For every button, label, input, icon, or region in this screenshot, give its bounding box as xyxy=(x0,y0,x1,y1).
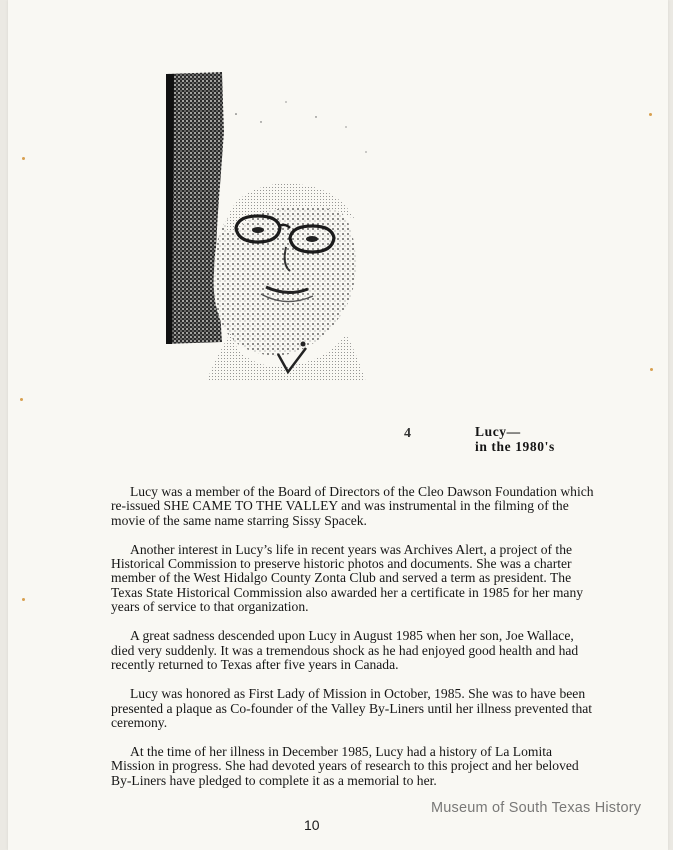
body-text xyxy=(111,485,597,803)
paragraph: At the time of her illness in December 1985, Lucy had a history of La Lomita Mission in progress. She had devoted years of research to this project and her beloved By-Liners have pledged to complete it as a memorial to her. xyxy=(111,744,579,788)
paragraph: Another interest in Lucy’s life in recent years was Archives Alert, a project of the Historical Commission to preserve historic photos and documents. She was a charter member of the West Hidalgo County Zonta Club and served a term as president. The Texas State Historical Commission also awarded her a certificate in 1985 for her many years of service to that organization. xyxy=(111,541,584,615)
caption-line-2: in the 1980's xyxy=(475,439,555,454)
paragraph: A great sadness descended upon Lucy in August 1985 when her son, Joe Wallace, died very suddenly. It was a tremendous shock as he had enjoyed good health and had recently returned to Texas after five years in Canada. xyxy=(111,628,579,672)
page-number: 10 xyxy=(304,817,320,833)
paragraph: Lucy was honored as First Lady of Mission in October, 1985. She was to have been presented a plaque as Co-founder of the Valley By-Liners until her illness prevented that ceremony. xyxy=(111,686,593,730)
paragraph: Lucy was a member of the Board of Directors of the Cleo Dawson Foundation which re-issued SHE CAME TO THE VALLEY and was instrumental in the filming of the movie of the same name starring Sissy Spacek. xyxy=(111,484,594,528)
paper-speck xyxy=(649,113,652,116)
portrait-photo xyxy=(166,72,378,382)
caption-line-1: Lucy— xyxy=(475,424,521,439)
paper-speck xyxy=(22,157,25,160)
paper-speck xyxy=(20,398,23,401)
paper-speck xyxy=(22,598,25,601)
photo-caption xyxy=(475,424,555,454)
document-page xyxy=(8,0,668,850)
museum-watermark: Museum of South Texas History xyxy=(431,800,642,816)
margin-mark: 4 xyxy=(404,426,411,441)
paper-speck xyxy=(650,368,653,371)
